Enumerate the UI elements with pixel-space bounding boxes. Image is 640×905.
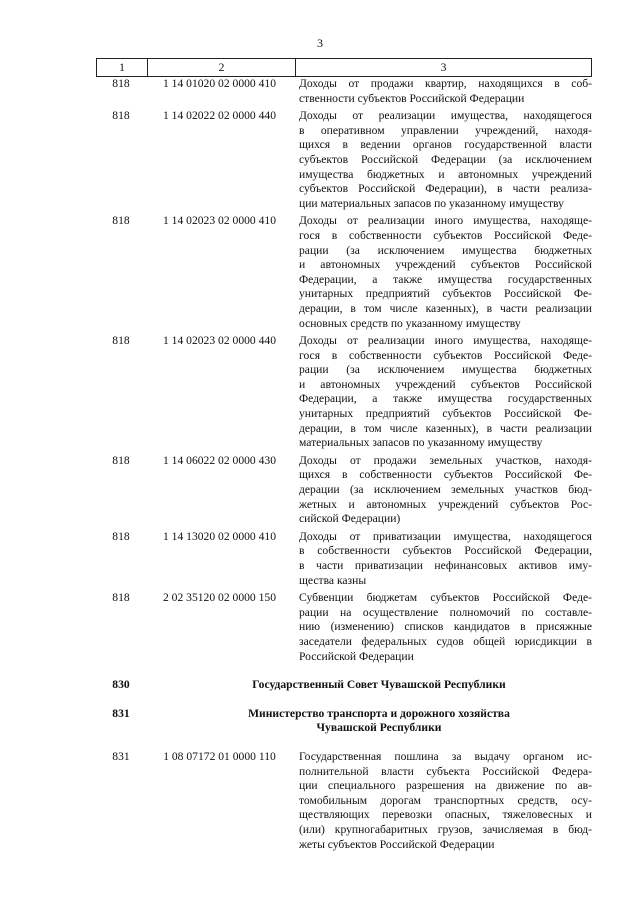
description-line: и автономных учреждений субъектов Российской: [299, 377, 592, 391]
income-description: [293, 214, 592, 331]
income-description: [293, 334, 592, 451]
description-line: субъектов Российской Федерации), в части реализа-: [299, 182, 592, 196]
description-line: Доходы от приватизации имущества, находящегося: [299, 529, 592, 543]
description-line: субъектов Российской Федерации (за исключением: [299, 152, 592, 166]
description-line: основных средств по указанному имуществу: [299, 316, 521, 330]
table-row: [96, 591, 592, 664]
section-831: [96, 707, 592, 736]
table-row: [96, 530, 592, 588]
description-line: ственности субъектов Российской Федерации: [299, 91, 525, 105]
description-line: ществляющих перевозки опасных, тяжеловесных и: [299, 808, 592, 822]
description-line: Доходы от реализации иного имущества, находяще-: [299, 214, 592, 228]
description-line: жеты субъектов Российской Федерации: [299, 837, 495, 851]
rows-group-831: [96, 750, 592, 852]
admin-code: 831: [112, 749, 130, 763]
description-line: дерации, в том числе казенных), в части реализации: [299, 301, 592, 315]
description-line: материальных запасов по указанному имуществу: [299, 436, 543, 450]
table-row: [96, 334, 592, 451]
table-header: [96, 58, 592, 77]
section-code: 830: [112, 678, 130, 692]
section-title-line: Министерство транспорта и дорожного хозяйства: [248, 706, 510, 720]
description-line: рации на осуществление полномочий по составле-: [299, 605, 592, 619]
rows-group-818: [96, 77, 592, 664]
budget-classification-code: 1 14 13020 02 0000 410: [162, 529, 277, 543]
description-line: Доходы от продажи квартир, находящихся в соб-: [299, 77, 592, 90]
description-line: рации (за исключением имущества бюджетных: [299, 363, 592, 377]
description-line: щества казны: [299, 573, 367, 587]
table-row: [96, 750, 592, 852]
description-line: гося в собственности субъектов Российской Феде-: [299, 228, 592, 242]
header-col-2: 2: [148, 59, 296, 76]
header-col-1: 1: [97, 59, 148, 76]
description-line: нию (изменению) списков кандидатов в присяжные: [299, 620, 592, 634]
description-line: унитарных предприятий субъектов Российской Фе-: [299, 407, 592, 421]
header-col-3: 3: [440, 61, 447, 74]
description-line: Федерации, а также имущества государственных: [299, 272, 592, 286]
description-line: рации (за исключением имущества бюджетных: [299, 243, 592, 257]
description-line: имущества бюджетных и автономных учреждений: [299, 167, 592, 181]
income-description: [293, 591, 592, 664]
admin-code: 818: [112, 77, 130, 90]
admin-code: 818: [112, 334, 130, 348]
description-line: дерации, в том числе казенных), в части реализации: [299, 421, 592, 435]
description-line: Доходы от продажи земельных участков, находя-: [299, 453, 592, 467]
description-line: Субвенции бюджетам субъектов Российской Феде-: [299, 591, 592, 605]
description-line: заседатели федеральных судов общей юрисдикции в: [299, 634, 592, 648]
description-line: Доходы от реализации иного имущества, находяще-: [299, 334, 592, 348]
section-830: [96, 678, 592, 693]
table-row: [96, 214, 592, 331]
description-line: Государственная пошлина за выдачу органом ис-: [299, 749, 592, 763]
income-description: [293, 454, 592, 527]
description-line: щихся в собственности субъектов Российской Фе-: [299, 468, 592, 482]
budget-classification-code: 1 14 02023 02 0000 410: [162, 214, 277, 228]
description-line: в собственности субъектов Российской Федерации,: [299, 544, 592, 558]
description-line: в оперативном управлении учреждений, находя-: [299, 123, 592, 137]
section-title-line: Чувашской Республики: [316, 721, 442, 735]
description-line: и автономных учреждений субъектов Российской: [299, 258, 592, 272]
table-row: [96, 77, 592, 106]
description-line: ции специального разрешения на движение по ав-: [299, 779, 592, 793]
admin-code: 818: [112, 591, 130, 605]
description-line: ции материальных запасов по указанному имуществу: [299, 196, 564, 210]
income-description: [293, 109, 592, 211]
description-line: жетных и автономных учреждений субъектов Рос-: [299, 497, 592, 511]
description-line: Федерации, а также имущества государственных: [299, 392, 592, 406]
table-row: [96, 454, 592, 527]
description-line: дерации (за исключением земельных участков бюд-: [299, 483, 592, 497]
budget-classification-code: 1 14 02022 02 0000 440: [162, 109, 277, 123]
income-description: [293, 530, 592, 588]
description-line: в части приватизации нефинансовых активов иму-: [299, 559, 592, 572]
description-line: полнительной власти субъекта Российской Федера-: [299, 764, 592, 778]
budget-classification-code: 2 02 35120 02 0000 150: [162, 591, 277, 605]
admin-code: 818: [112, 529, 130, 543]
income-description: [293, 750, 592, 852]
section-title: [146, 678, 592, 693]
table-row: [96, 109, 592, 211]
budget-classification-code: 1 08 07172 01 0000 110: [163, 749, 276, 763]
description-line: сийской Федерации): [299, 512, 401, 526]
description-line: гося в собственности субъектов Российской Феде-: [299, 348, 592, 362]
admin-code: 818: [112, 109, 130, 123]
budget-classification-code: 1 14 01020 02 0000 410: [162, 77, 277, 90]
section-code: 831: [112, 706, 130, 720]
page-number: 3: [317, 36, 323, 50]
description-line: унитарных предприятий субъектов Российской Фе-: [299, 287, 592, 301]
description-line: Доходы от реализации имущества, находящегося: [299, 109, 592, 123]
description-line: Российской Федерации: [299, 649, 414, 663]
income-codes-table: [96, 58, 592, 855]
income-description: [293, 77, 592, 106]
budget-classification-code: 1 14 06022 02 0000 430: [162, 453, 277, 467]
section-title: [146, 707, 592, 736]
admin-code: 818: [112, 214, 130, 228]
budget-classification-code: 1 14 02023 02 0000 440: [162, 334, 277, 348]
description-line: (или) крупногабаритных грузов, зачисляемая в бюд-: [299, 822, 592, 836]
section-title-line: Государственный Совет Чувашской Республики: [252, 678, 506, 692]
description-line: томобильным дорогам транспортных средств, осу-: [299, 793, 592, 807]
description-line: щихся в ведении органов государственной власти: [299, 138, 592, 152]
admin-code: 818: [112, 453, 130, 467]
